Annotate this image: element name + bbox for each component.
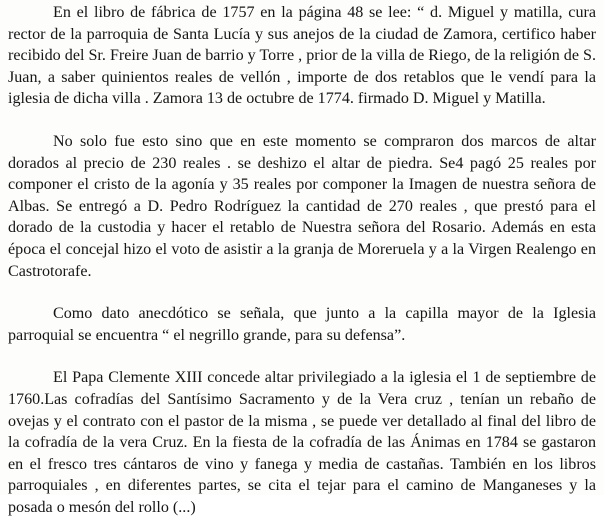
paragraph-libro-fabrica: En el libro de fábrica de 1757 en la página 48 se lee: “ d. Miguel y matilla, cura rector de la parroquia de Santa Lucía y sus anejos de la ciudad de Zamora, certifico haber recibido del Sr. Freire Juan de barrio y Torre , prior de la villa de Riego, de la religión de S. Juan, a saber quinientos reales de vellón , importe de dos retablos que le vendí para la iglesia de dicha villa . Zamora 13 de octubre de 1774. firmado D. Miguel y Matilla.: [8, 4, 596, 108]
paragraph-papa-clemente: El Papa Clemente XIII concede altar privilegiado a la iglesia el 1 de septiembre de 1760.Las cofradías del Santísimo Sacramento y de la Vera cruz , tenían un rebaño de ovejas y el contrato con el pastor de la misma , se puede ver detallado al final del libro de la cofradía de la vera Cruz. En la fiesta de la cofradía de las Ánimas en 1784 se gastaron en el fresco tres cántaros de vino y fanega y media de castañas. También en los libros parroquiales , en diferentes partes, se cita el tejar para el camino de Manganeses y la posada o mesón del rollo (...): [8, 369, 596, 516]
paragraph-marcos-altar: No solo fue esto sino que en este momento se compraron dos marcos de altar dorados al precio de 230 reales . se deshizo el altar de piedra. Se4 pagó 25 reales por componer el cristo de la agonía y 35 reales por componer la Imagen de nuestra señora de Albas. Se entregó a D. Pedro Rodríguez la cantidad de 270 reales , que prestó para el dorado de la custodia y hacer el retablo de Nuestra señora del Rosario. Además en esta época el concejal hizo el voto de asistir a la granja de Moreruela y a la Virgen Realengo en Castrotorafe.: [8, 132, 596, 280]
paragraph-dato-anecdotico: Como dato anecdótico se señala, que junto a la capilla mayor de la Iglesia parroquial se encuentra “ el negrillo grande, para su defensa”.: [8, 305, 596, 344]
